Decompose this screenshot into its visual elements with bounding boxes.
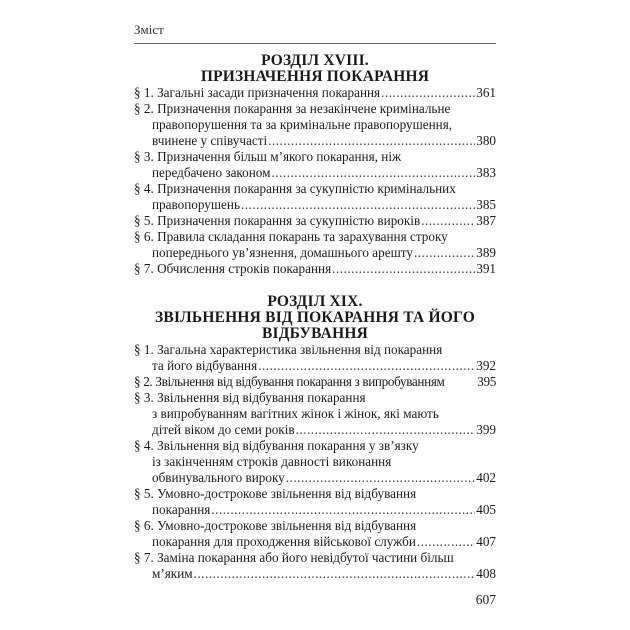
header-rule	[134, 43, 496, 44]
toc-entry-last-line	[152, 133, 496, 149]
chapter-title-line: ПРИЗНАЧЕННЯ ПОКАРАННЯ	[200, 68, 430, 85]
toc-entry-last-line	[152, 245, 496, 261]
dot-leader	[268, 133, 475, 149]
toc-entry[interactable]	[134, 518, 496, 550]
toc-entry-last-line	[152, 534, 496, 550]
toc-entry-last-line	[134, 85, 496, 101]
dot-leader	[296, 422, 476, 438]
toc-page-number: 407	[476, 534, 496, 549]
toc-page-number: 389	[476, 245, 496, 260]
toc-entry-last-line	[152, 470, 496, 486]
toc-entry-text: покарання для проходження військової служби	[152, 534, 416, 549]
toc-page-number: 361	[476, 85, 496, 100]
toc-entry-last-line	[134, 213, 496, 229]
toc-page-number: 392	[476, 358, 496, 373]
toc-entry-last-line	[134, 261, 496, 277]
dot-leader	[417, 534, 475, 550]
toc-page-number: 402	[476, 470, 496, 485]
toc-entry-text: із закінченням строків давності виконання	[152, 454, 392, 469]
dot-leader	[332, 261, 475, 277]
toc-entry-text: дітей віком до семи років	[152, 422, 295, 437]
toc-entry-text: з випробуванням вагітних жінок і жінок, які мають	[152, 406, 439, 421]
dot-leader	[421, 213, 475, 229]
toc-entry[interactable]	[134, 486, 496, 518]
dot-leader	[211, 502, 475, 518]
toc-entry-text: § 4. Звільнення від відбування покарання у зв’язку	[134, 438, 419, 453]
toc-entry-text: та його відбування	[152, 358, 258, 373]
dot-leader	[272, 165, 476, 181]
toc-entry[interactable]	[134, 101, 496, 149]
toc-entry-text: § 5. Призначення покарання за сукупністю вироків	[134, 213, 421, 228]
toc-entry-text: передбачено законом	[152, 165, 271, 180]
chapter-title-line: ЗВІЛЬНЕННЯ ВІД ПОКАРАННЯ ТА ЙОГО	[155, 309, 475, 326]
toc-entry-last-line	[152, 422, 496, 438]
dot-leader	[414, 245, 475, 261]
toc-entry-last-line	[152, 566, 496, 582]
toc-page-number: 399	[476, 422, 496, 437]
running-head: Зміст	[134, 22, 164, 37]
toc-page-number: 380	[476, 133, 496, 148]
toc-entry-last-line	[152, 165, 496, 181]
toc-entry[interactable]	[134, 438, 496, 486]
toc-entry-text: обвинувального вироку	[152, 470, 285, 485]
toc-entry-text: § 1. Загальна характеристика звільнення від покарання	[134, 342, 443, 357]
toc-entry-text: § 6. Умовно-дострокове звільнення від відбування	[134, 518, 417, 533]
toc-entry[interactable]	[134, 261, 496, 277]
dot-leader	[194, 566, 476, 582]
toc-entry-text: правопорушень	[152, 197, 240, 212]
toc-page-number: 383	[476, 165, 496, 180]
dot-leader	[381, 85, 475, 101]
toc-entry-last-line	[134, 374, 496, 390]
toc-entry[interactable]	[134, 213, 496, 229]
toc-entry[interactable]	[134, 149, 496, 181]
toc-entry-text: § 7. Заміна покарання або його невідбутої частини більш	[134, 550, 454, 565]
toc-entry-text: м’яким	[152, 566, 193, 581]
toc-entry[interactable]	[134, 181, 496, 213]
toc-entry[interactable]	[134, 374, 496, 390]
toc-entry-text: покарання	[152, 502, 211, 517]
toc-page-number: 385	[476, 197, 496, 212]
toc-page-number: 391	[476, 261, 496, 276]
chapter-title	[134, 294, 496, 342]
toc-entry-text: § 3. Призначення більш м’якого покарання, ніж	[134, 149, 402, 164]
toc-entry[interactable]	[134, 229, 496, 261]
toc-page-number: 405	[476, 502, 496, 517]
toc-entry-text: § 5. Умовно-дострокове звільнення від відбування	[134, 486, 417, 501]
chapter-title-line: РОЗДІЛ XIX.	[267, 293, 363, 310]
chapter-title	[134, 53, 496, 85]
toc-entry-text: § 4. Призначення покарання за сукупністю кримінальних	[134, 181, 456, 196]
toc-entry-text: § 3. Звільнення від відбування покарання	[134, 390, 366, 405]
toc-entry[interactable]	[134, 390, 496, 438]
toc-entry[interactable]	[134, 85, 496, 101]
toc-page-number: 408	[476, 566, 496, 581]
toc-entry-text: § 1. Загальні засади призначення покарання	[134, 85, 381, 100]
toc-page-number: 395	[477, 374, 496, 389]
chapter-title-line: РОЗДІЛ XVIII.	[261, 52, 369, 69]
toc-entry-text: правопорушення та за кримінальне правопорушення,	[152, 117, 453, 132]
toc-entry-text: § 2. Звільнення від відбування покарання з випробуванням	[134, 374, 445, 389]
dot-leader	[241, 197, 475, 213]
toc-entry[interactable]	[134, 550, 496, 582]
toc-entry-text: вчинене у співучасті	[152, 133, 268, 148]
toc-entry-last-line	[152, 358, 496, 374]
dot-leader	[286, 470, 475, 486]
toc-entry-text: § 6. Правила складання покарань та зарахування строку	[134, 229, 448, 244]
table-of-contents	[134, 50, 496, 582]
page-number: 607	[475, 592, 496, 607]
toc-entry-text: § 2. Призначення покарання за незакінчене кримінальне	[134, 101, 451, 116]
toc-entry[interactable]	[134, 342, 496, 374]
toc-entry-text: попереднього ув’язнення, домашнього арешту	[152, 245, 413, 260]
toc-entry-last-line	[152, 197, 496, 213]
chapter-title-line: ВІДБУВАННЯ	[262, 325, 368, 342]
toc-page-number: 387	[476, 213, 496, 228]
toc-entry-text: § 7. Обчислення строків покарання	[134, 261, 332, 276]
dot-leader	[258, 358, 475, 374]
toc-entry-last-line	[152, 502, 496, 518]
